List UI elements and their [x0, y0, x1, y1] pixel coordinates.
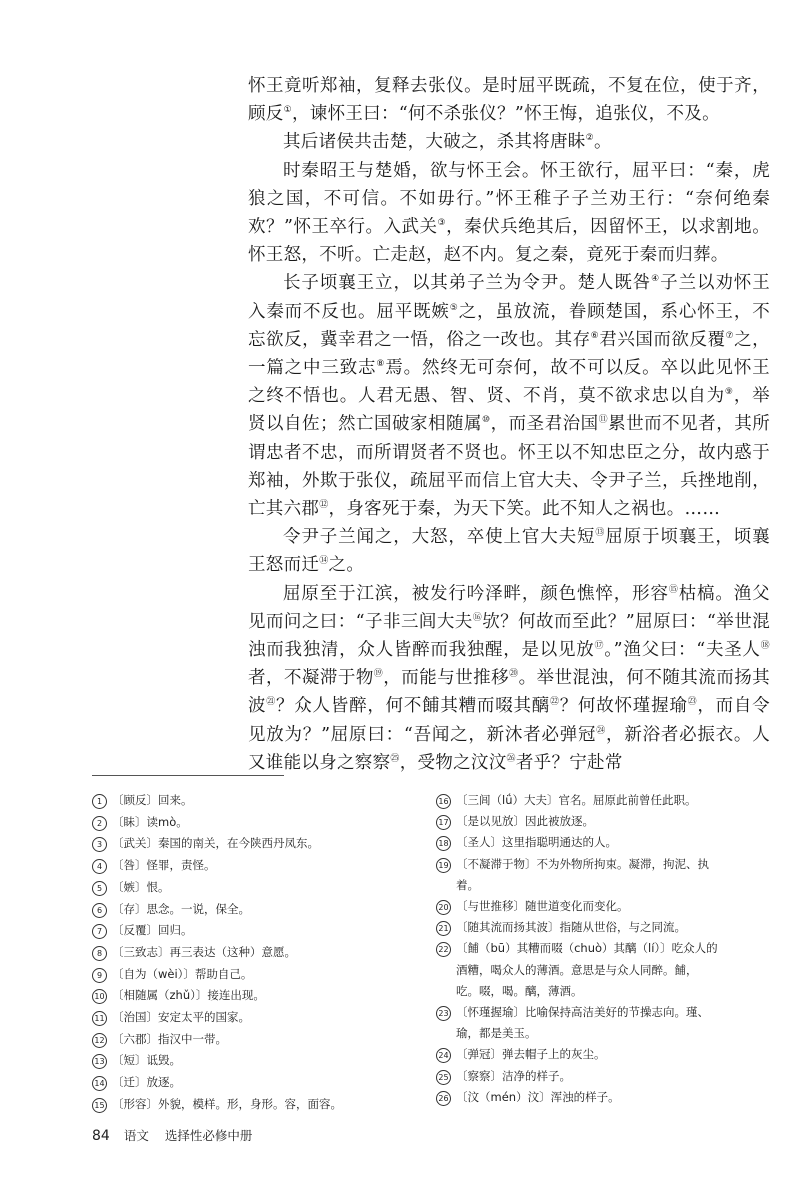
footnote-item: [436, 1002, 718, 1044]
footnote-text: 〔餔（bū）其糟而啜（chuò）其醨（lí）〕吃众人的酒糟，喝众人的薄酒。意思是与众人同醉。餔，吃。啜，喝。醨，薄酒。: [456, 941, 718, 998]
paragraph: [248, 269, 770, 523]
footnote-marker: ⑦: [725, 330, 735, 341]
paragraph: [248, 157, 770, 270]
footnote-number: 22: [436, 942, 451, 957]
footnotes-right-column: [436, 790, 718, 1108]
footnote-number: 11: [92, 1011, 107, 1026]
text-run: ，举贤以自佐；然亡国破家相随属: [248, 386, 770, 435]
footnote-number: 1: [92, 794, 107, 809]
footnote-marker: ⑪: [598, 415, 609, 426]
footnote-marker: ⑳: [509, 669, 519, 680]
text-run: ，新浴者必振衣。人又谁能以身之察察: [248, 724, 770, 773]
footnote-number: 17: [436, 815, 451, 830]
footnote-item: [436, 790, 718, 811]
footnote-text: 〔汶（mén）汶〕浑浊的样子。: [456, 1089, 620, 1104]
text-run: 子兰以劝怀王入秦而不反也。屈平既嫉: [248, 273, 770, 322]
footnote-marker: ㉔: [596, 725, 607, 736]
footnote-number: 14: [92, 1076, 107, 1091]
footnote-marker: ⑬: [595, 528, 606, 539]
text-run: 怀王竟听郑袖，复释去张仪。是时屈平既疏，不复在位，使于齐，顾反: [248, 76, 770, 125]
footnote-number: 8: [92, 946, 107, 961]
text-run: 时秦昭王与楚婚，欲与怀王会。怀王欲行，屈平曰：“秦，虎狼之国，不可信。不如毋行。”怀王稚子子兰劝王行：“奈何绝秦欢？”怀王卒行。入武关: [248, 160, 770, 238]
footnote-number: 26: [436, 1091, 451, 1106]
footnote-marker: ⑧: [376, 359, 386, 370]
footnote-number: 9: [92, 968, 107, 983]
footnote-number: 18: [436, 836, 451, 851]
footnote-text: 〔六郡〕指汉中一带。: [112, 1031, 227, 1046]
text-run: ，而自令见放为？”屈原曰：“吾闻之，新沐者必弹冠: [248, 696, 770, 745]
footnote-marker: ㉓: [687, 697, 698, 708]
footnote-text: 〔相随属（zhǔ）〕接连出现。: [112, 988, 265, 1003]
text-run: 者，不凝滞于物: [248, 668, 374, 689]
footnote-marker: ⑮: [668, 584, 679, 595]
footnote-marker: ⑰: [594, 641, 605, 652]
text-run: 长子顷襄王立，以其弟子兰为令尹。楚人既咎: [283, 273, 652, 294]
footnote-marker: ㉑: [266, 697, 277, 708]
footnote-item: [92, 1007, 392, 1029]
footnote-text: 〔是以见放〕因此被放逐。: [456, 814, 594, 829]
text-run: 君兴国而欲反覆: [599, 329, 726, 350]
text-run: 。”渔父曰：“夫圣人: [604, 640, 761, 661]
footnote-number: 13: [92, 1054, 107, 1069]
footnote-item: [436, 1044, 718, 1065]
footnote-text: 〔与世推移〕随世道变化而变化。: [456, 899, 629, 914]
text-run: ，身客死于秦，为天下笑。此不知人之祸也。……: [328, 499, 721, 520]
text-run: 屈原于顷襄王，顷襄王怒而迁: [248, 527, 770, 576]
text-run: 欤？何故而至此？”屈原曰：“举世混浊而我独清，众人皆醉而我独醒，是以见放: [248, 611, 770, 661]
footnote-item: [436, 896, 718, 917]
footnote-item: [92, 1050, 392, 1072]
footnote-number: 24: [436, 1048, 451, 1063]
footnotes-left-column: [92, 790, 392, 1116]
footnote-text: 〔顾反〕回来。: [112, 793, 193, 807]
footnote-marker: ⑤: [449, 302, 459, 313]
footnote-number: 12: [92, 1033, 107, 1048]
footnote-text: 〔随其流而扬其波〕指随从世俗，与之同流。: [456, 920, 686, 935]
footnote-item: [436, 811, 718, 832]
footnote-marker: ㉒: [549, 697, 560, 708]
text-run: 之。: [328, 555, 365, 576]
paragraph: [248, 580, 770, 777]
footnote-text: 〔短〕诋毁。: [112, 1053, 181, 1068]
footnote-item: [92, 985, 392, 1007]
text-run: ，秦伏兵绝其后，因留怀王，以求割地。怀王怒，不听。亡走赵，赵不内。复之秦，竟死于秦而归葬。: [248, 217, 770, 266]
footnote-text: 〔弹冠〕弹去帽子上的灰尘。: [456, 1047, 606, 1062]
footnote-item: [436, 1087, 718, 1108]
footnote-marker: ㉕: [390, 753, 400, 764]
text-run: 累世而不见者，其所谓忠者不忠，而所谓贤者不贤也。怀王以不知忠臣之分，故内惑于郑袖，外欺于张仪，疏屈平而信上官大夫、令尹子兰，兵挫地削，亡其六郡: [248, 414, 770, 520]
text-run: 枯槁。渔父见而问之曰：“子非三闾大夫: [248, 583, 770, 632]
footnote-number: 21: [436, 921, 451, 936]
footnote-text: 〔怀瑾握瑜〕比喻保持高洁美好的节操志向。瑾、瑜，都是美玉。: [456, 1005, 709, 1041]
footnote-item: [92, 920, 392, 942]
footnote-item: [436, 854, 718, 896]
footnote-item: [92, 1072, 392, 1094]
footnote-text: 〔迁〕放逐。: [112, 1075, 181, 1090]
footnote-number: 3: [92, 837, 107, 852]
text-run: ？何故怀瑾握瑜: [559, 696, 688, 717]
text-run: 者乎？宁赴常: [515, 752, 623, 773]
footnote-number: 4: [92, 859, 107, 874]
text-run: 。举世混浊，何不随其流而扬其波: [248, 668, 770, 717]
footnote-text: 〔察察〕洁净的样子。: [456, 1068, 571, 1083]
footnote-item: [92, 833, 392, 855]
footnote-item: [92, 877, 392, 899]
footnote-item: [92, 790, 392, 812]
footnote-marker: ②: [585, 133, 594, 144]
footnote-number: 16: [436, 794, 451, 809]
footnote-text: 〔三闾（lǘ）大夫〕官名。屈原此前曾任此职。: [456, 793, 697, 807]
footnote-text: 〔形容〕外貌，模样。形，身形。容，面容。: [112, 1096, 342, 1111]
text-run: 焉。然终无可奈何，故不可以反。卒以此见怀王之终不悟也。人君无愚、智、贤、不肖，莫不欲求忠以自为: [248, 358, 770, 407]
footnote-marker: ㉖: [506, 753, 516, 764]
text-run: 之，一篇之中三致志: [248, 329, 770, 379]
footnote-item: [436, 917, 718, 938]
footnote-item: [92, 899, 392, 921]
footnote-number: 25: [436, 1070, 451, 1085]
footnote-number: 19: [436, 858, 451, 873]
text-run: ？众人皆醉，何不餔其糟而啜其醨: [276, 696, 550, 717]
footnote-item: [436, 938, 718, 1002]
paragraph: [248, 72, 770, 128]
text-run: ，而能与世推移: [383, 668, 510, 689]
text-run: 之，虽放流，眷顾楚国，系心怀王，不忘欲反，冀幸君之一悟，俗之一改也。其存: [248, 301, 770, 350]
text-run: ，谏怀王曰：“何不杀张仪？”怀王悔，追张仪，不及。: [291, 104, 720, 125]
main-text: [248, 72, 770, 777]
footnote-marker: ④: [651, 274, 661, 285]
footnote-item: [92, 1029, 392, 1051]
footnote-text: 〔存〕思念。一说，保全。: [112, 901, 250, 916]
footnote-text: 〔眛〕读mò。: [112, 814, 188, 829]
footnote-number: 5: [92, 881, 107, 896]
footnote-text: 〔不凝滞于物〕不为外物所拘束。凝滞，拘泥、执着。: [456, 856, 709, 892]
text-run: 。: [593, 132, 612, 153]
footnote-marker: ①: [283, 105, 292, 116]
footnote-item: [92, 812, 392, 834]
footnote-text: 〔反覆〕回归。: [112, 923, 193, 938]
footnote-marker: ⑯: [472, 612, 483, 623]
footnote-text: 〔圣人〕这里指聪明通达的人。: [456, 835, 617, 850]
footnote-divider: [92, 775, 284, 776]
footnote-item: [92, 964, 392, 986]
text-run: 屈原至于江滨，被发行吟泽畔，颜色憔悴，形容: [283, 583, 669, 604]
footnote-item: [436, 1066, 718, 1087]
footnote-marker: ⑨: [724, 387, 734, 398]
footnote-text: 〔三致志〕再三表达（这种）意愿。: [112, 944, 296, 959]
paragraph: [248, 523, 770, 579]
footnote-text: 〔咎〕怪罪，责怪。: [112, 858, 216, 873]
text-run: 令尹子兰闻之，大怒，卒使上官大夫短: [283, 527, 596, 548]
footnote-text: 〔治国〕安定太平的国家。: [112, 1010, 250, 1025]
footnote-item: [92, 1094, 392, 1116]
footnote-number: 7: [92, 924, 107, 939]
page-footer: [92, 1126, 252, 1144]
footnote-marker: ⑭: [319, 556, 329, 567]
footnote-marker: ⑫: [319, 500, 329, 511]
footnote-number: 20: [436, 900, 451, 915]
footnote-number: 15: [92, 1098, 107, 1113]
footnote-number: 2: [92, 816, 107, 831]
footnote-marker: ⑩: [482, 415, 491, 426]
page-number: 84: [92, 1128, 110, 1144]
subject-label: 语文: [123, 1128, 149, 1143]
footnote-text: 〔嫉〕恨。: [112, 879, 170, 894]
footnote-marker: ⑱: [760, 641, 770, 652]
text-run: 其后诸侯共击楚，大破之，杀其将唐眛: [283, 132, 586, 153]
footnote-number: 6: [92, 903, 107, 918]
text-run: ，受物之汶汶: [399, 752, 507, 773]
footnote-marker: ③: [437, 218, 447, 229]
text-run: ，而圣君治国: [490, 414, 599, 435]
footnote-marker: ⑲: [373, 669, 384, 680]
paragraph: [248, 128, 770, 156]
footnote-item: [436, 832, 718, 853]
footnote-marker: ⑥: [590, 330, 600, 341]
footnote-text: 〔自为（wèi）〕帮助自己。: [112, 966, 253, 981]
footnote-number: 10: [92, 989, 107, 1004]
footnote-item: [92, 855, 392, 877]
book-title: 选择性必修中册: [164, 1128, 253, 1143]
footnote-item: [92, 942, 392, 964]
footnote-text: 〔武关〕秦国的南关，在今陕西丹凤东。: [112, 836, 319, 851]
footnote-number: 23: [436, 1006, 451, 1021]
